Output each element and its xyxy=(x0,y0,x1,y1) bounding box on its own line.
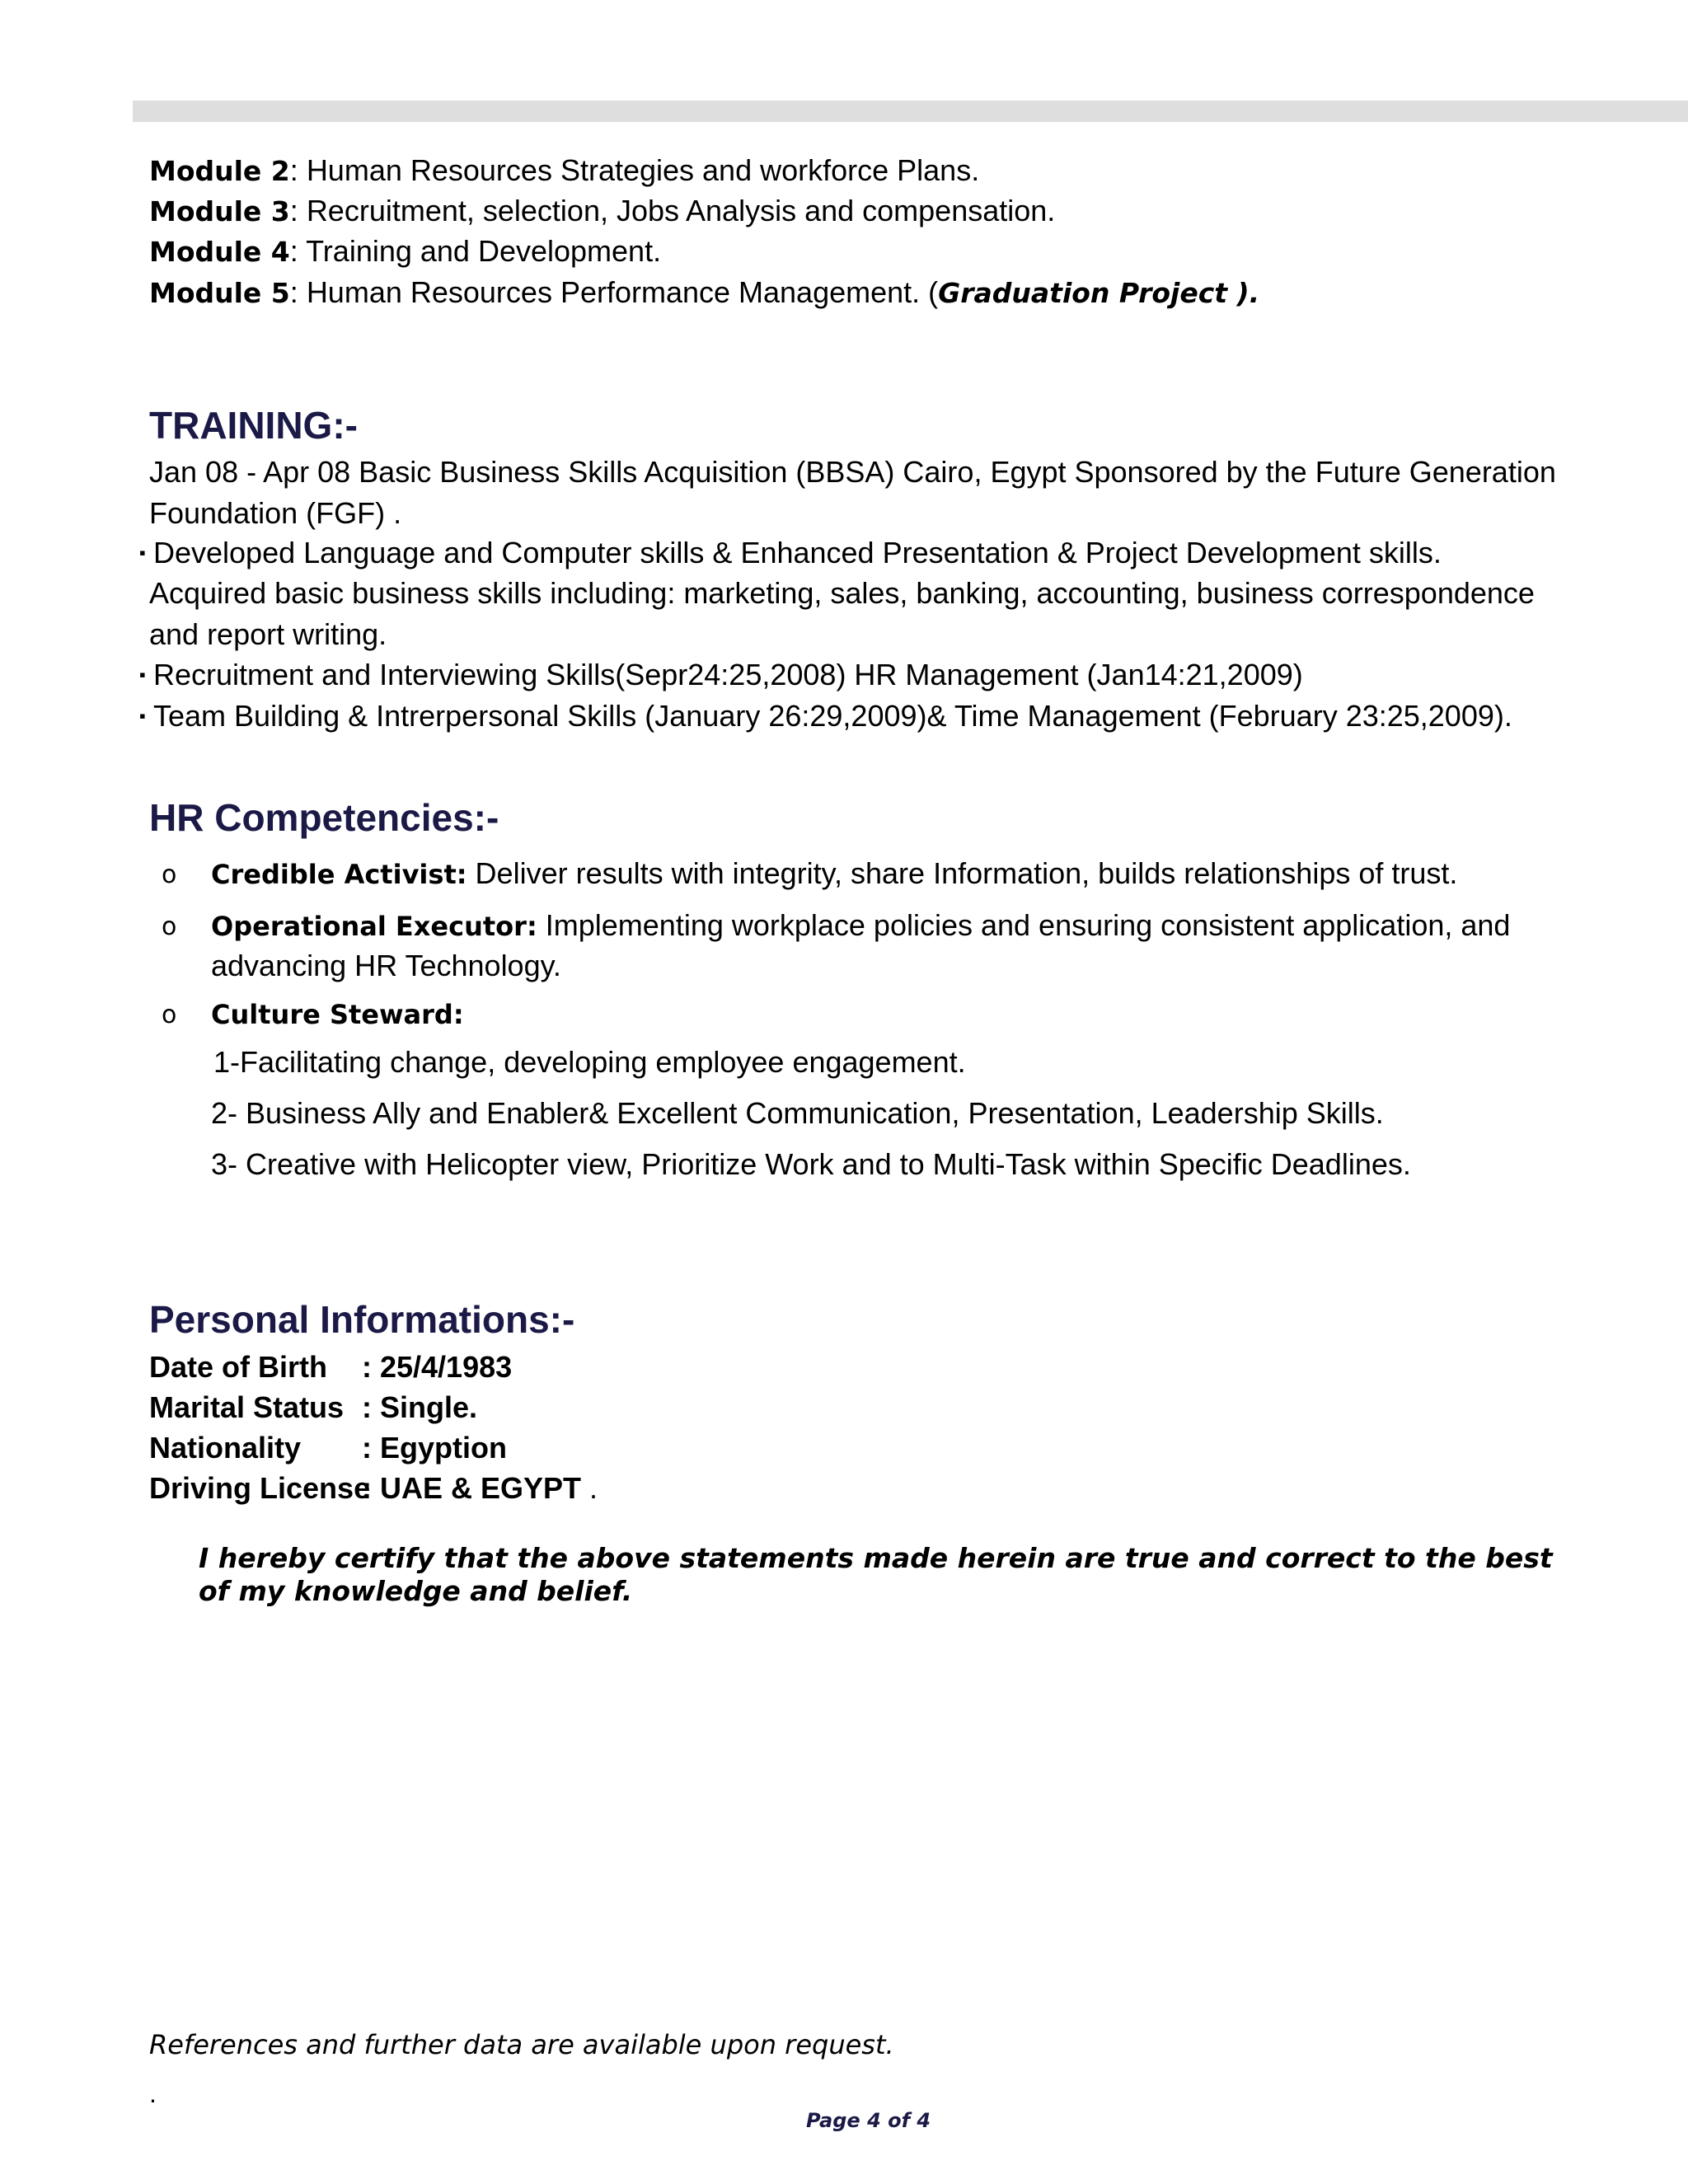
references-note: References and further data are available upon request. xyxy=(149,2029,894,2060)
graduation-project: Graduation Project ). xyxy=(938,277,1260,309)
module-item xyxy=(149,274,1259,312)
training-line-3: Acquired basic business skills including: marketing, sales, banking, accounting, business correspondence xyxy=(149,576,1535,610)
bullet-icon: ▪ xyxy=(139,542,146,563)
certify-line-1: I hereby certify that the above statements made herein are true and correct to the best xyxy=(199,1542,1553,1574)
module-sep: : xyxy=(289,275,298,309)
competency-item xyxy=(211,907,1510,944)
competency-text: Deliver results with integrity, share Information, builds relationships of trust. xyxy=(475,856,1458,890)
module-sep: : xyxy=(289,194,298,227)
bullet-icon: ▪ xyxy=(139,664,146,685)
personal-row xyxy=(149,1390,477,1426)
module-label: Module 2 xyxy=(149,155,290,187)
personal-row xyxy=(149,1470,598,1507)
module-label: Module 3 xyxy=(149,195,290,227)
stray-dot: . xyxy=(149,2079,157,2108)
circle-bullet-icon: o xyxy=(162,912,177,941)
steward-sub-3: 3- Creative with Helicopter view, Prioritize Work and to Multi-Task within Specific Deadlines. xyxy=(211,1147,1411,1181)
bullet-icon: ▪ xyxy=(139,705,146,726)
module-label: Module 4 xyxy=(149,236,290,268)
competency-label: Credible Activist: xyxy=(211,859,467,890)
training-bullet-2: Recruitment and Interviewing Skills(Sepr24:25,2008) HR Management (Jan14:21,2009) xyxy=(153,658,1303,691)
personal-heading: Personal Informations:- xyxy=(149,1298,575,1341)
certify-line-2: of my knowledge and belief. xyxy=(199,1575,633,1607)
training-bullet-1: Developed Language and Computer skills & Enhanced Presentation & Project Development skills. xyxy=(153,536,1442,569)
circle-bullet-icon: o xyxy=(162,1001,177,1029)
personal-row xyxy=(149,1430,507,1466)
training-line-2: Foundation (FGF) . xyxy=(149,496,402,530)
personal-label: Nationality xyxy=(149,1431,302,1465)
personal-value: : 25/4/1983 xyxy=(362,1350,513,1384)
module-text: Recruitment, selection, Jobs Analysis and compensation. xyxy=(306,194,1056,227)
training-heading: TRAINING:- xyxy=(149,404,358,447)
steward-sub-2: 2- Business Ally and Enabler& Excellent Communication, Presentation, Leadership Skills. xyxy=(211,1096,1384,1130)
competency-text: Implementing workplace policies and ensuring consistent application, and xyxy=(545,908,1511,942)
module-item xyxy=(149,193,1055,230)
competency-item xyxy=(211,855,1457,893)
module-sep: : xyxy=(289,234,298,268)
certification-statement xyxy=(199,1542,1559,1608)
personal-value: : Egyption xyxy=(362,1431,507,1465)
page-number: Page 4 of 4 xyxy=(806,2109,931,2132)
personal-value: : UAE & EGYPT xyxy=(362,1471,582,1505)
training-line-1: Jan 08 - Apr 08 Basic Business Skills Acquisition (BBSA) Cairo, Egypt Sponsored by the Future Generation xyxy=(149,455,1556,489)
module-label: Module 5 xyxy=(149,277,290,309)
personal-label: Date of Birth xyxy=(149,1350,327,1384)
module-text: Training and Development. xyxy=(306,234,662,268)
personal-row xyxy=(149,1349,512,1385)
license-tail: . xyxy=(589,1471,598,1505)
module-text: Human Resources Strategies and workforce Plans. xyxy=(306,153,980,187)
competency-item xyxy=(211,996,464,1033)
competency-label: Operational Executor: xyxy=(211,911,537,942)
top-divider-bar xyxy=(133,101,1688,122)
personal-value: : Single. xyxy=(362,1390,478,1424)
competencies-heading: HR Competencies:- xyxy=(149,796,499,839)
competency-text-cont: advancing HR Technology. xyxy=(211,949,561,982)
module-text: Human Resources Performance Management. ( xyxy=(306,275,939,309)
personal-label: Driving License xyxy=(149,1471,371,1505)
training-bullet-3: Team Building & Intrerpersonal Skills (January 26:29,2009)& Time Management (February 23:25,2009). xyxy=(153,699,1512,733)
module-item xyxy=(149,233,661,270)
competency-label: Culture Steward: xyxy=(211,999,464,1030)
module-item xyxy=(149,152,979,190)
circle-bullet-icon: o xyxy=(162,860,177,889)
steward-sub-1: 1-Facilitating change, developing employee engagement. xyxy=(213,1045,966,1079)
training-line-4: and report writing. xyxy=(149,617,387,651)
module-sep: : xyxy=(289,153,298,187)
personal-label: Marital Status xyxy=(149,1390,345,1424)
